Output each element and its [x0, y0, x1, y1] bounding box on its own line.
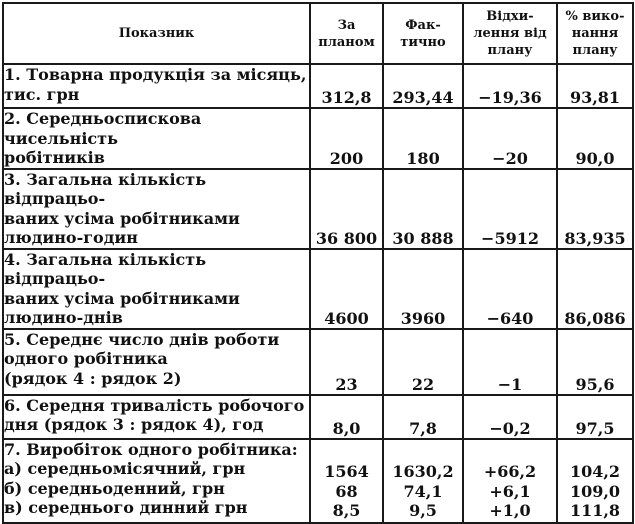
actual-value: 293,44: [383, 64, 463, 108]
header-row: [3, 3, 633, 64]
indicators-table: [2, 2, 634, 524]
actual-value: 22: [383, 329, 463, 395]
deviation-value: −5912: [463, 169, 557, 249]
percent-value: 86,086: [557, 249, 633, 329]
header-percent: % вико- нання плану: [557, 3, 633, 64]
actual-value: 3960: [383, 249, 463, 329]
row-label: 5. Середнє число днів роботи одного робітника (рядок 4 : рядок 2): [3, 329, 310, 395]
row-label: 3. Загальна кількість відпрацьо- ваних усіма робітниками людино-годин: [3, 169, 310, 249]
table-row: [3, 439, 633, 523]
table-row: [3, 169, 633, 249]
deviation-value: −0,2: [463, 395, 557, 439]
planned-value: 200: [310, 108, 383, 169]
percent-value: 104,2 109,0 111,8: [557, 439, 633, 523]
table-row: [3, 108, 633, 169]
header-indicator: Показник: [3, 3, 310, 64]
planned-value: 1564 68 8,5: [310, 439, 383, 523]
deviation-value: −1: [463, 329, 557, 395]
deviation-value: −640: [463, 249, 557, 329]
planned-value: 23: [310, 329, 383, 395]
planned-value: 8,0: [310, 395, 383, 439]
actual-value: 30 888: [383, 169, 463, 249]
table-row: [3, 395, 633, 439]
header-actual: Фак- тично: [383, 3, 463, 64]
planned-value: 36 800: [310, 169, 383, 249]
percent-value: 90,0: [557, 108, 633, 169]
actual-value: 180: [383, 108, 463, 169]
header-planned: За планом: [310, 3, 383, 64]
percent-value: 97,5: [557, 395, 633, 439]
deviation-value: −20: [463, 108, 557, 169]
row-label: 7. Виробіток одного робітника: а) середньомісячний, грн б) середньоденний, грн в) середнього динний грн: [3, 439, 310, 523]
percent-value: 83,935: [557, 169, 633, 249]
row-label: 1. Товарна продукція за місяць, тис. грн: [3, 64, 310, 108]
table-row: [3, 249, 633, 329]
deviation-value: +66,2 +6,1 +1,0: [463, 439, 557, 523]
deviation-value: −19,36: [463, 64, 557, 108]
planned-value: 4600: [310, 249, 383, 329]
percent-value: 95,6: [557, 329, 633, 395]
row-label: 6. Середня тривалість робочого дня (рядок 3 : рядок 4), год: [3, 395, 310, 439]
table-row: [3, 64, 633, 108]
row-label: 2. Середньоспискова чисельність робітників: [3, 108, 310, 169]
header-deviation: Відхи- лення від плану: [463, 3, 557, 64]
table-row: [3, 329, 633, 395]
actual-value: 7,8: [383, 395, 463, 439]
percent-value: 93,81: [557, 64, 633, 108]
actual-value: 1630,2 74,1 9,5: [383, 439, 463, 523]
row-label: 4. Загальна кількість відпрацьо- ваних усіма робітниками людино-днів: [3, 249, 310, 329]
planned-value: 312,8: [310, 64, 383, 108]
